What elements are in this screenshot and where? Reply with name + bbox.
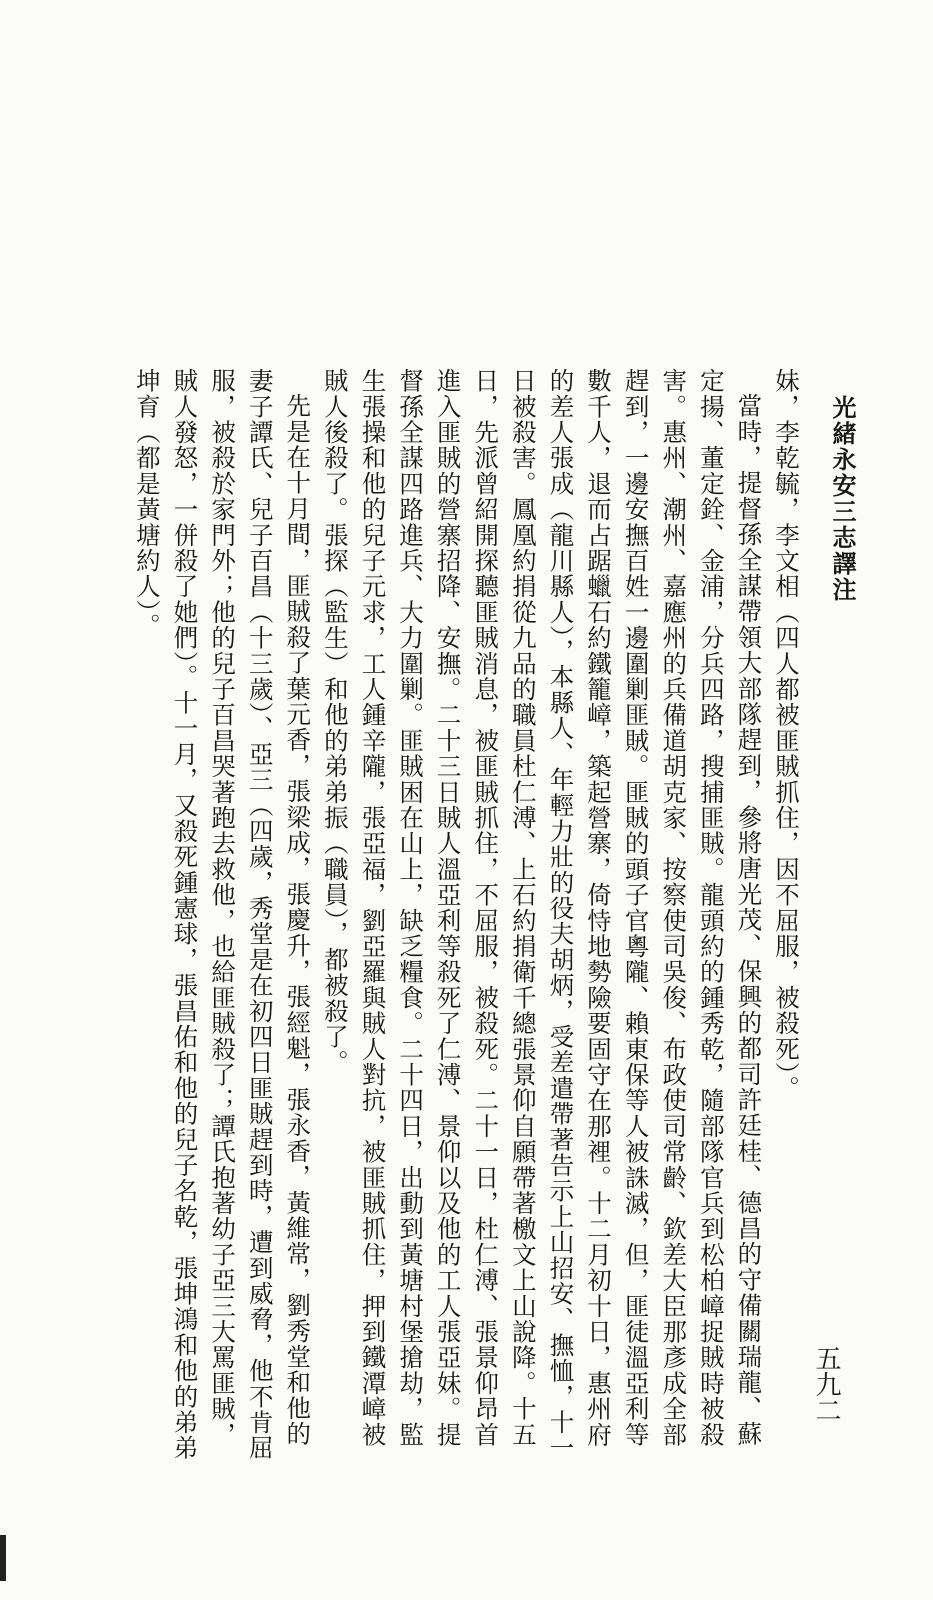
paragraph-3: 先是在十月間，匪賊殺了葉元香，張梁成，張慶升，張經魁，張永香，黃維常，劉秀堂和他的妻子譚氏、兒子百昌（十三歲）、亞三（四歲，秀堂是在初四日匪賊趕到時，遭到威脅，他不肯屈服，被殺於家門外；他的兒子百昌哭著跑去救他，也給匪賊殺了；譚氏抱著幼子亞三大罵匪賊，賊人發怒，一併殺了她們）。十一月，又殺死鍾憲球，張昌佑和他的兒子名乾，張坤鴻和他的弟弟坤育（都是黃塘約人）。 — [132, 368, 313, 1461]
running-header: 光緒永安三志譯注 — [828, 395, 857, 603]
scan-edge-mark — [0, 1535, 6, 1581]
paragraph-2: 當時，提督孫全謀帶領大部隊趕到，參將唐光茂、保興的都司許廷桂、德昌的守備關瑞龍、蘇定揚、董定銓、金浦，分兵四路，搜捕匪賊。龍頭約的鍾秀乾，隨部隊官兵到松柏嶂捉賊時被殺害。惠州、潮州、嘉應州的兵備道胡克家、按察使司吳俊、布政使司常齡、欽差大臣那彥成全部趕到，一邊安撫百姓一邊圍剿匪賊。匪賊的頭子官粵隴、賴東保等人被誅滅，但，匪徒溫亞利等數千人，退而占踞蠟石約鐵籠嶂，築起營寨，倚恃地勢險要固守在那裡。十二月初十日，惠州府的差人張成（龍川縣人），本縣人、年輕力壯的役夫胡炳，受差遣帶著告示上山招安、撫恤，十一日被殺害。鳳凰約捐從九品的職員杜仁溥、上石約捐衛千總張景仰自願帶著檄文上山說降。十五日，先派曾紹開探聽匪賊消息，被匪賊抓住，不屈服，被殺死。二十一日，杜仁溥、張景仰昂首進入匪賊的營寨招降、安撫。二十三日賊人溫亞利等殺死了仁溥、景仰以及他的工人張亞妹。提督孫全謀四路進兵、大力圍剿。匪賊困在山上，缺乏糧食。二十四日，出動到黃塘村堡搶劫，監生張操和他的兒子元求，工人鍾辛隴，張亞福，劉亞羅與賊人對抗，被匪賊抓住，押到鐵潭嶂被賊人後殺了。張探（監生）和他的弟弟振（職員），都被殺了。 — [320, 368, 764, 1461]
paragraph-1: 妹，李乾毓，李文相（四人都被匪賊抓住，因不屈服，被殺死）。 — [772, 368, 801, 1102]
page-number: 五九二 — [811, 1345, 841, 1423]
body-text — [132, 368, 805, 1468]
